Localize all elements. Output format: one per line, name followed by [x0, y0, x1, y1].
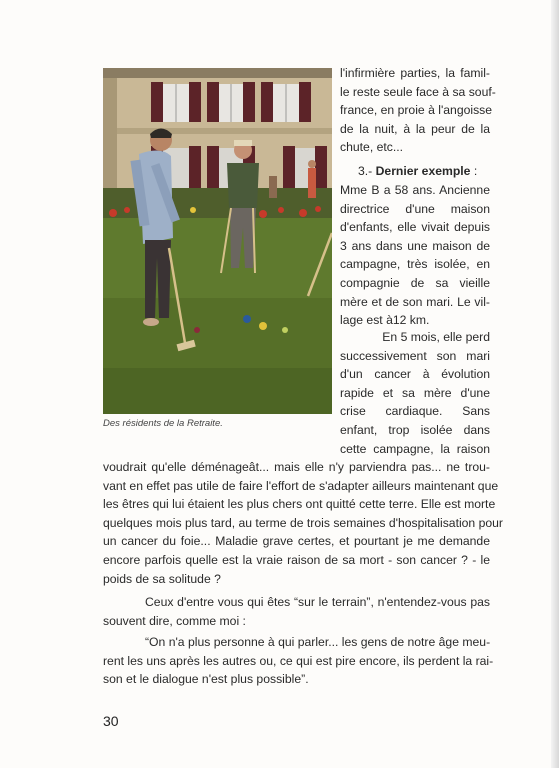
text-line: lage est à12 km. [340, 313, 430, 328]
residents-photo [103, 68, 332, 414]
text-line: l'infirmière parties, la famil- [340, 66, 490, 80]
text-line: de la nuit, à la peur de la [340, 121, 490, 136]
text-line: un cancer du foie... Maladie grave certes, et pourtant je me demande [103, 534, 490, 549]
page-number: 30 [103, 713, 119, 729]
text-line: d'un cancer à évolution [340, 367, 490, 382]
text-line: son et le dialogue n'est plus possible”. [103, 672, 309, 687]
text-line: chute, etc... [340, 140, 404, 155]
text-line: Ceux d'entre vous qui êtes “sur le terrain”, n'entendez-vous pas [145, 595, 490, 609]
example-heading-suffix: : [470, 164, 478, 178]
text-line: encore parfois quelle est la vraie raison de sa mort - son cancer ? - le [103, 552, 490, 567]
text-line: directrice d'une maison [340, 201, 490, 216]
text-line: enfant, trop isolée dans [340, 422, 490, 437]
text-line: crise cardiaque. Sans [340, 404, 490, 419]
text-line: france, en proie à l'angoisse [340, 103, 493, 118]
quote-paragraph [103, 633, 494, 689]
text-line: 3 ans dans une maison de [340, 238, 490, 253]
example-heading-prefix: 3.- [358, 164, 376, 178]
text-line: rapide et sa mère d'une [340, 385, 490, 400]
text-line: compagnie de sa vieille [340, 275, 490, 290]
text-line: les êtres qui lui étaient les plus chers ont quitté cette terre. Elle est morte [103, 497, 496, 512]
column-paragraph-3 [340, 328, 490, 458]
text-line: rent les uns après les autres ou, ce qui est pire encore, ils perdent la rai- [103, 653, 494, 668]
column-paragraph-2 [340, 181, 490, 330]
example-heading-bold: Dernier exemple [375, 164, 471, 178]
text-line: le reste seule face à sa souf- [340, 84, 496, 99]
text-line: voudrait qu'elle déménageât... mais elle n'y parviendra pas... ne trou- [103, 460, 490, 474]
text-line: souvent dire, comme moi : [103, 613, 246, 628]
full-paragraph-2 [103, 593, 490, 630]
text-line: campagne, très isolée, en [340, 257, 490, 272]
text-line: d'enfants, elle vivait depuis [340, 220, 490, 235]
text-line: poids de sa solitude ? [103, 571, 221, 586]
text-line: vant en effet pas utile de faire l'effort de s'adapter ailleurs maintenant que [103, 478, 499, 493]
photo-caption: Des résidents de la Retraite. [103, 418, 223, 429]
text-line: En 5 mois, elle perd [382, 330, 490, 344]
text-line: quelques mois plus tard, au terme de trois semaines d'hospitalisation pour [103, 515, 503, 530]
page-edge-shadow [551, 0, 559, 768]
text-line: cette campagne, la raison [340, 441, 490, 456]
text-line: mère et de son mari. Le vil- [340, 294, 490, 309]
text-line: successivement son mari [340, 348, 490, 363]
full-paragraph-1 [103, 458, 503, 588]
text-line: “On n'a plus personne à qui parler... les gens de notre âge meu- [145, 635, 491, 649]
column-paragraph-1 [340, 64, 496, 157]
example-heading [340, 162, 490, 181]
text-line: Mme B a 58 ans. Ancienne [340, 183, 490, 197]
